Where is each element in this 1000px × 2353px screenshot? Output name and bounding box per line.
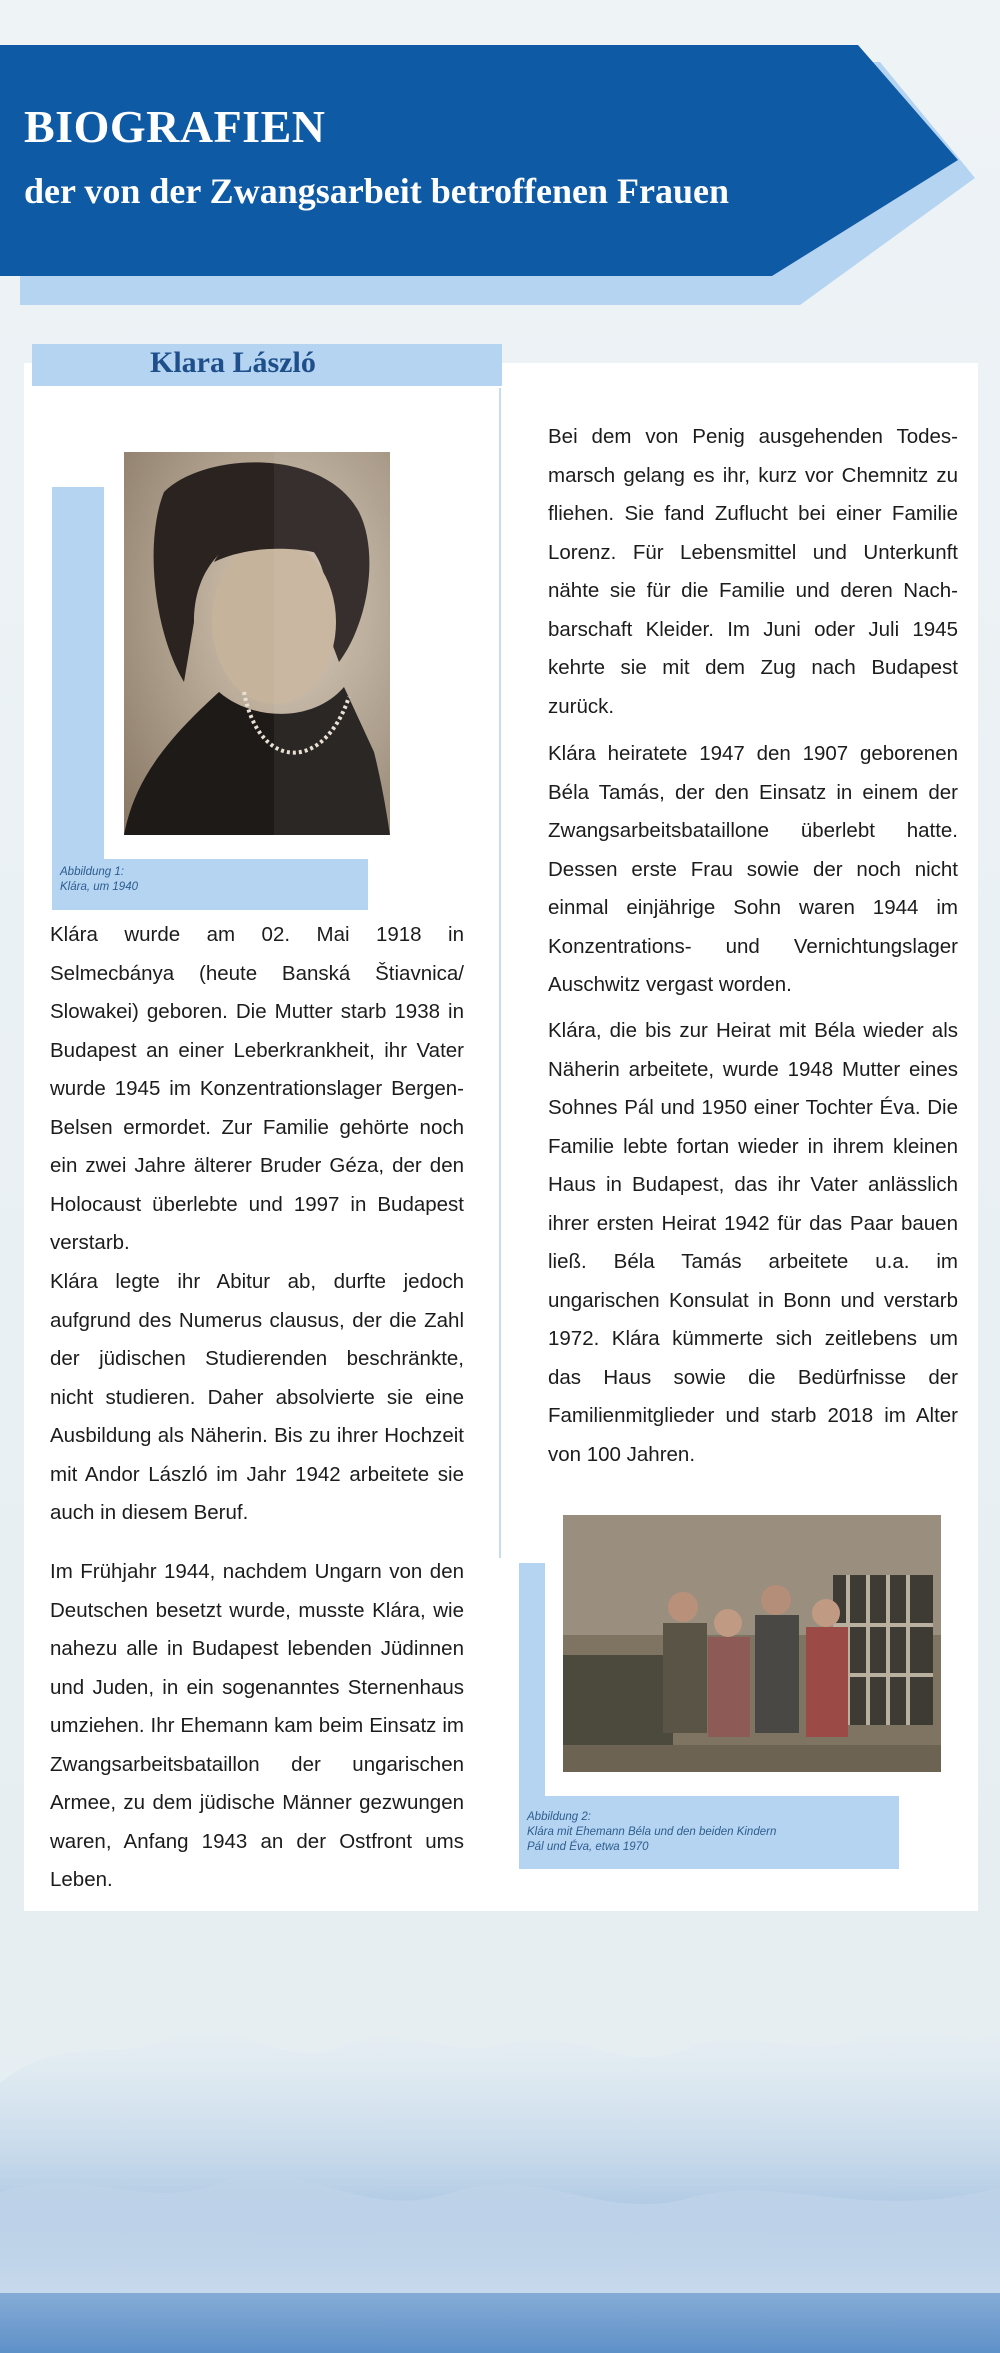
right-paragraph-1: Bei dem von Penig ausgehenden Todes-marsch gelang es ihr, kurz vor Chemnitz zu fliehen. Sie fand Zuflucht bei einer Familie Lorenz. Für Lebensmittel und Unterkunft nähte sie für die Familie und deren Nach-barschaft Kleider. Im Juni oder Juli 1945 kehrte sie mit dem Zug nach Budapest zurück. xyxy=(548,425,958,718)
banner-title: BIOGRAFIEN xyxy=(24,101,326,152)
right-paragraph-2: Klára heiratete 1947 den 1907 geborenen Béla Tamás, der den Einsatz in einem der Zwangsarbeitsbataillone überlebt hatte. Dessen erste Frau sowie der noch nicht einmal einjährige Sohn waren 1944 im Konzentrations- und Vernichtungslager Auschwitz vergast worden. xyxy=(548,742,958,996)
figure2-caption xyxy=(527,1810,776,1855)
figure1-caption xyxy=(60,865,138,895)
figure2-caption-line1: Abbildung 2: xyxy=(527,1811,591,1823)
left-paragraph-2: Klára legte ihr Abitur ab, durfte jedoch aufgrund des Numerus clausus, der die Zahl der jüdischen Studierenden beschränkte, nicht studieren. Daher absolvierte sie eine Ausbildung als Näherin. Bis zu ihrer Hochzeit mit Andor László im Jahr 1942 arbeitete sie auch in diesem Beruf. xyxy=(50,1270,464,1524)
person-name: Klara László xyxy=(150,346,316,379)
family-photo xyxy=(563,1515,941,1772)
figure1-caption-line2: Klára, um 1940 xyxy=(60,881,138,893)
decorative-fog xyxy=(0,1993,1000,2353)
banner-subtitle: der von der Zwangsarbeit betroffenen Frauen xyxy=(24,171,729,211)
title-banner xyxy=(0,0,1000,310)
left-paragraph-1: Klára wurde am 02. Mai 1918 in Selmecbánya (heute Banská Štiavnica/ Slowakei) geboren. Die Mutter starb 1938 in Budapest an einer Leberkrankheit, ihr Vater wurde 1945 im Konzentrationslager Bergen-Belsen ermordet. Zur Familie gehörte noch ein zwei Jahre älterer Bruder Géza, der den Holocaust überlebte und 1997 in Budapest verstarb. xyxy=(50,923,464,1254)
figure2-caption-line3: Pál und Éva, etwa 1970 xyxy=(527,1841,649,1853)
figure1-caption-line1: Abbildung 1: xyxy=(60,866,124,878)
figure2-caption-line2: Klára mit Ehemann Béla und den beiden Kindern xyxy=(527,1826,777,1838)
portrait-photo xyxy=(124,452,390,835)
left-paragraph-3: Im Frühjahr 1944, nachdem Ungarn von den Deutschen besetzt wurde, musste Klára, wie nahezu alle in Budapest lebenden Jüdinnen und Juden, in ein sogenanntes Sternenhaus umziehen. Ihr Ehemann kam beim Einsatz im Zwangsarbeitsbataillon der ungarischen Armee, zu dem jüdische Männer gezwungen waren, Anfang 1943 an der Ostfront ums Leben. xyxy=(50,1560,464,1891)
banner-arrow xyxy=(0,45,958,276)
column-divider xyxy=(499,388,501,1558)
right-paragraph-3: Klára, die bis zur Heirat mit Béla wieder als Näherin arbeitete, wurde 1948 Mutter eines Sohnes Pál und 1950 einer Tochter Éva. Die Familie lebte fortan wieder in ihrem kleinen Haus in Budapest, das ihr Vater anlässlich ihrer ersten Heirat 1942 für das Paar bauen ließ. Béla Tamás arbeitete u.a. im ungarischen Konsulat in Bonn und verstarb 1972. Klára kümmerte sich zeitlebens um das Haus sowie die Bedürfnisse der Familienmitglieder und starb 2018 im Alter von 100 Jahren. xyxy=(548,1019,958,1466)
figure1-accent-bar xyxy=(52,487,104,910)
